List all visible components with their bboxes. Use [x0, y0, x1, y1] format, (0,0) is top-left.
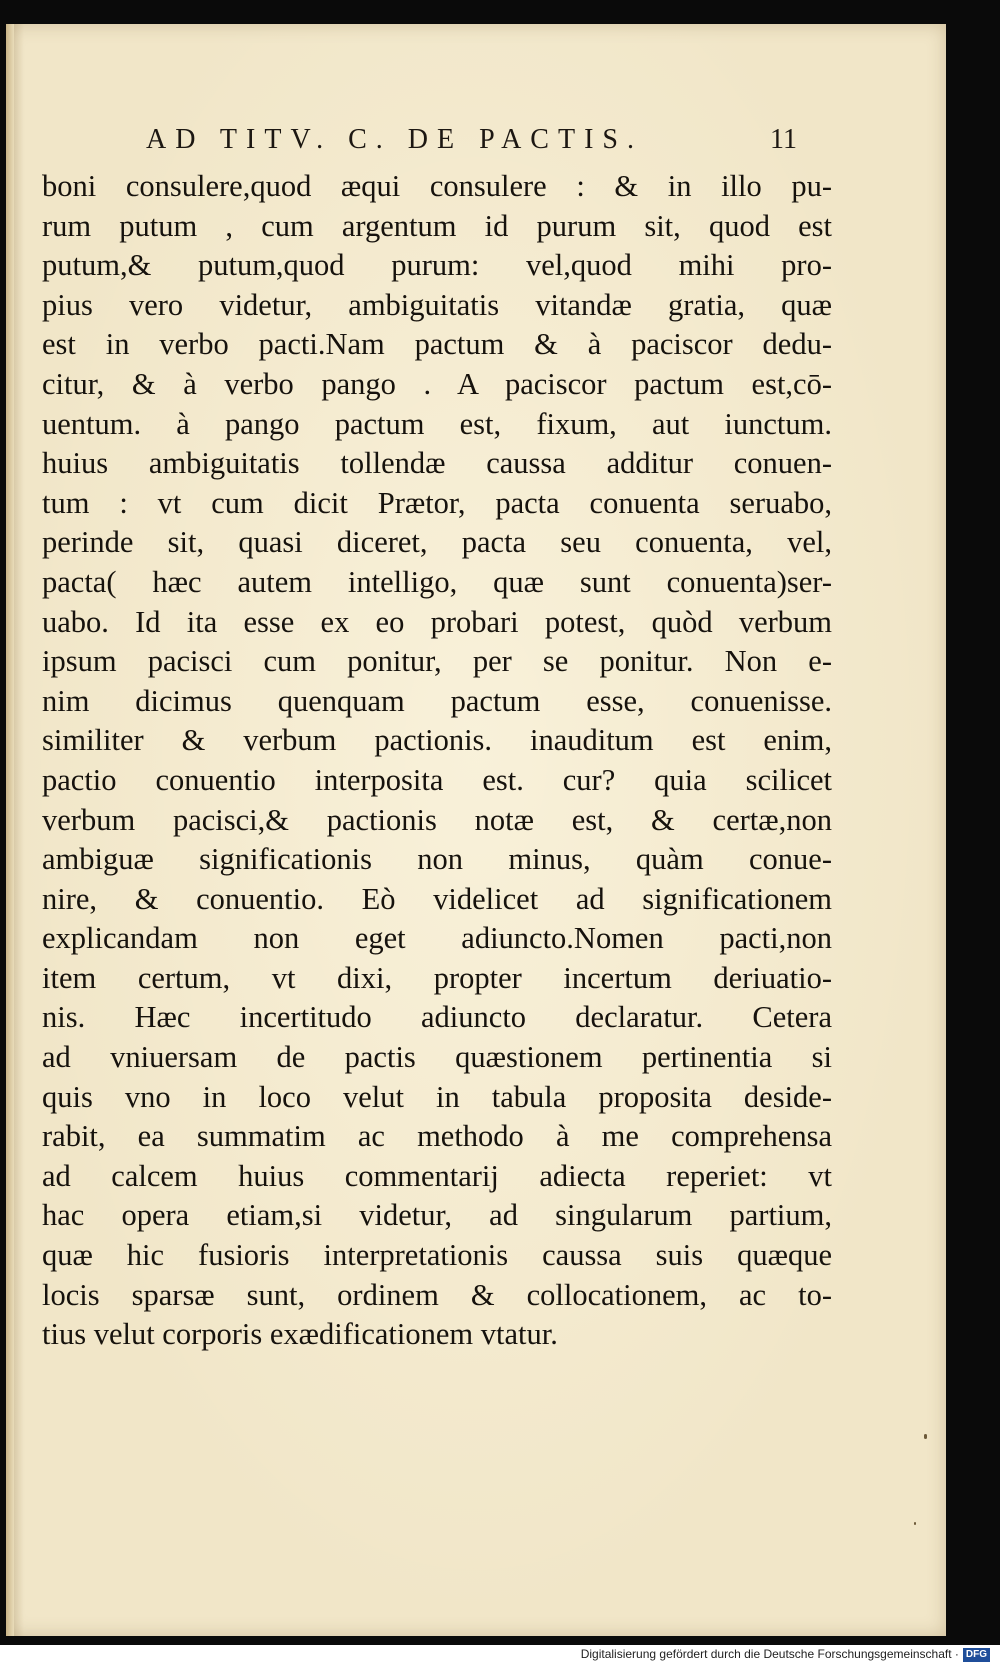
text-line: quis vno in loco velut in tabula proposita deside- [42, 1079, 832, 1114]
text-line: uabo. Id ita esse ex eo probari potest, quòd verbum [42, 604, 832, 639]
credit-text: Digitalisierung gefördert durch die Deutsche Forschungsgemeinschaft · [580, 1647, 959, 1662]
text-line: verbum pacisci,& pactionis notæ est, & certæ,non [42, 802, 832, 837]
text-line: nire, & conuentio. Eò videlicet ad significationem [42, 881, 832, 916]
body-text [42, 167, 832, 1355]
text-line: ipsum pacisci cum ponitur, per se ponitur. Non e- [42, 644, 832, 679]
text-line: locis sparsæ sunt, ordinem & collocationem, ac to- [42, 1277, 832, 1312]
text-line: hac opera etiam,si videtur, ad singularum partium, [42, 1198, 832, 1233]
text-line: nim dicimus quenquam pactum esse, conuenisse. [42, 683, 832, 718]
page-gutter-edge [6, 24, 14, 1636]
dfg-logo: DFG [963, 1648, 990, 1662]
text-line: nis. Hæc incertitudo adiuncto declaratur. Cetera [42, 1000, 832, 1035]
text-line: boni consulere,quod æqui consulere : & in illo pu- [42, 169, 832, 203]
paper-speck [924, 1434, 927, 1439]
book-page [6, 24, 946, 1636]
text-line: est in verbo pacti.Nam pactum & à paciscor dedu- [42, 327, 832, 362]
text-line: item certum, vt dixi, propter incertum deriuatio- [42, 960, 832, 995]
text-line: putum,& putum,quod purum: vel,quod mihi pro- [42, 248, 832, 283]
text-line: pactio conuentio interposita est. cur? quia scilicet [42, 762, 832, 797]
text-line: rum putum , cum argentum id purum sit, quod est [42, 208, 832, 243]
text-line: pacta( hæc autem intelligo, quæ sunt conuenta)ser- [42, 564, 832, 599]
text-line: rabit, ea summatim ac methodo à me comprehensa [42, 1119, 832, 1154]
text-line: explicandam non eget adiuncto.Nomen pacti,non [42, 921, 832, 956]
page-number: 11 [770, 124, 797, 155]
text-line: uentum. à pango pactum est, fixum, aut iunctum. [42, 406, 832, 441]
paper-speck [914, 1522, 916, 1525]
text-line: ad calcem huius commentarij adiecta reperiet: vt [42, 1158, 832, 1193]
text-line: ad vniuersam de pactis quæstionem pertinentia si [42, 1040, 832, 1075]
text-line: huius ambiguitatis tollendæ caussa additur conuen- [42, 446, 832, 481]
text-line: quæ hic fusioris interpretationis caussa suis quæque [42, 1238, 832, 1273]
text-line: ambiguæ significationis non minus, quàm conue- [42, 842, 832, 877]
text-line: tius velut corporis exædificationem vtatur. [42, 1317, 558, 1352]
text-line: perinde sit, quasi diceret, pacta seu conuenta, vel, [42, 525, 832, 560]
text-line: tum : vt cum dicit Prætor, pacta conuenta seruabo, [42, 485, 832, 520]
text-line: citur, & à verbo pango . A paciscor pactum est,cō- [42, 366, 832, 401]
running-head: AD TITV. C. DE PACTIS. [146, 124, 643, 155]
text-line: pius vero videtur, ambiguitatis vitandæ gratia, quæ [42, 287, 832, 322]
digitization-credit [581, 1647, 990, 1662]
text-line: similiter & verbum pactionis. inauditum est enim, [42, 723, 832, 758]
